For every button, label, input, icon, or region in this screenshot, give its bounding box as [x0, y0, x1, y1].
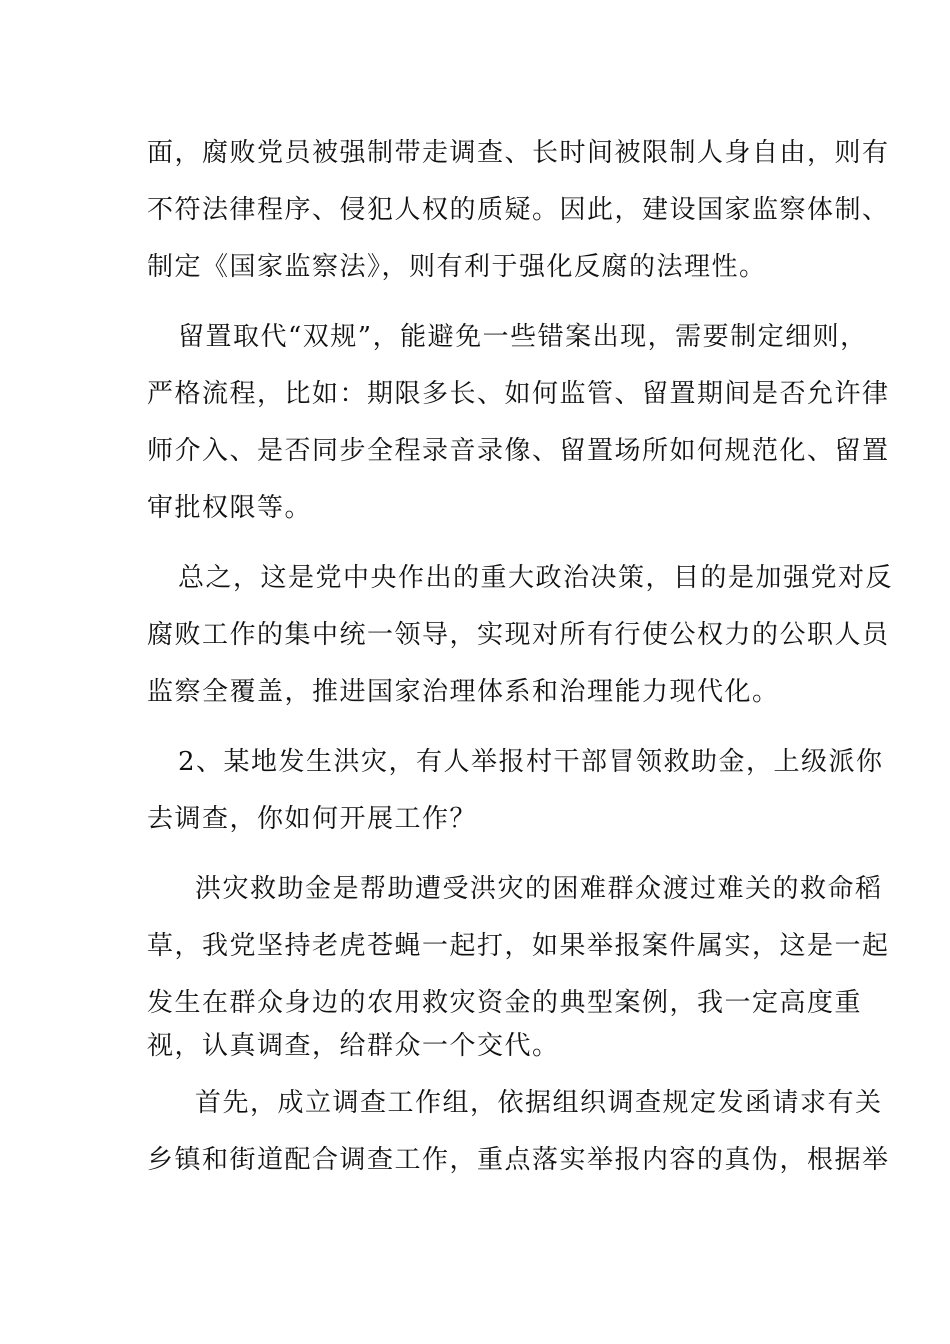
text-line: 洪灾救助金是帮助遭受洪灾的困难群众渡过难关的救命稻 [195, 874, 883, 904]
text-line: 腐败工作的集中统一领导，实现对所有行使公权力的公职人员 [147, 620, 890, 650]
text-line: 制定《国家监察法》，则有利于强化反腐的法理性。 [147, 252, 767, 282]
question-line: 2、某地发生洪灾，有人举报村干部冒领救助金，上级派你 [178, 747, 884, 777]
text-line: 首先，成立调查工作组，依据组织调查规定发函请求有关 [195, 1088, 883, 1118]
text-line: 严格流程，比如：期限多长、如何监管、留置期间是否允许律 [147, 379, 890, 409]
text-line: 面，腐败党员被强制带走调查、长时间被限制人身自由，则有 [147, 138, 890, 168]
text-line: 视，认真调查，给群众一个交代。 [147, 1031, 560, 1061]
text-line: 审批权限等。 [147, 493, 313, 523]
text-line: 发生在群众身边的农用救灾资金的典型案例，我一定高度重 [147, 988, 863, 1018]
text-line: 留置取代“双规”，能避免一些错案出现，需要制定细则， [178, 322, 868, 352]
text-line: 师介入、是否同步全程录音录像、留置场所如何规范化、留置 [147, 436, 890, 466]
text-line: 监察全覆盖，推进国家治理体系和治理能力现代化。 [147, 677, 780, 707]
text-line: 不符法律程序、侵犯人权的质疑。因此，建设国家监察体制、 [147, 195, 890, 225]
text-line: 乡镇和街道配合调查工作，重点落实举报内容的真伪，根据举 [147, 1145, 890, 1175]
text-line: 总之，这是党中央作出的重大政治决策，目的是加强党对反 [178, 563, 894, 593]
question-line: 去调查，你如何开展工作？ [147, 804, 478, 834]
text-line: 草，我党坚持老虎苍蝇一起打，如果举报案件属实，这是一起 [147, 931, 890, 961]
